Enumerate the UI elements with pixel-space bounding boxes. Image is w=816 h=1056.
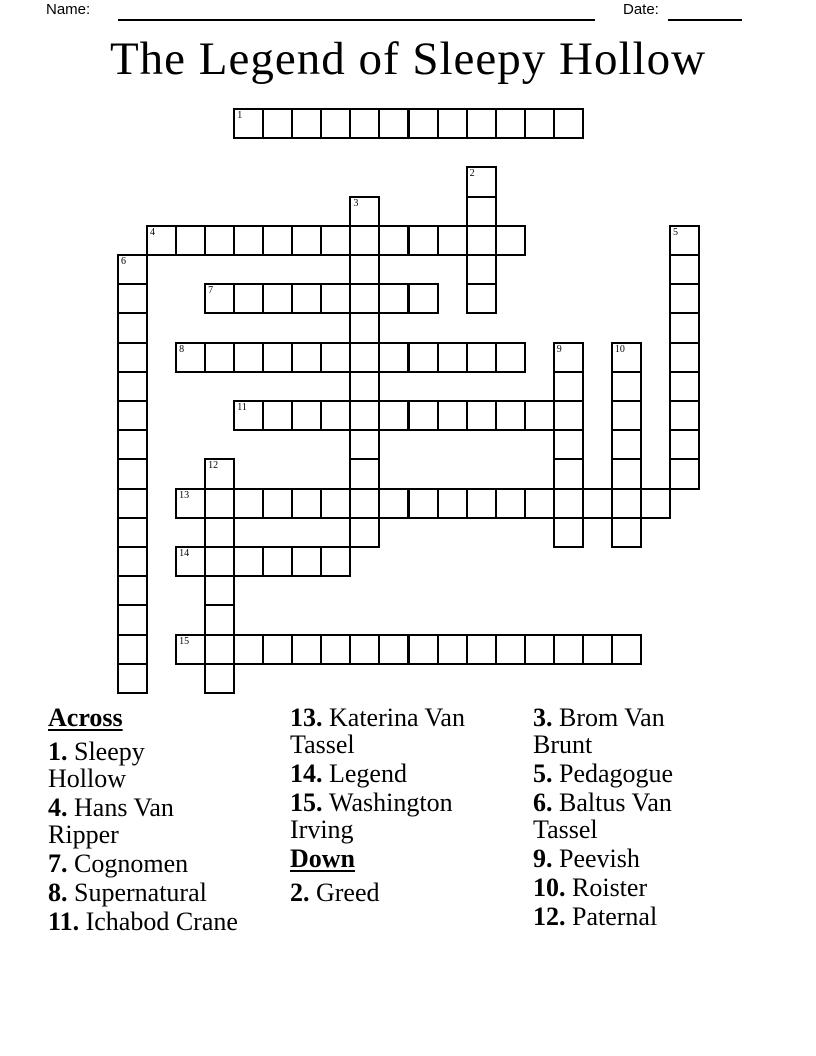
crossword-cell <box>233 400 264 431</box>
crossword-cell <box>320 488 351 519</box>
crossword-cell <box>204 546 235 577</box>
name-blank-line <box>118 19 595 21</box>
cell-number: 12 <box>208 460 219 472</box>
clue-line: 7. Cognomen <box>48 849 189 878</box>
crossword-cell <box>495 400 526 431</box>
clue-line: 8. Supernatural <box>48 878 207 907</box>
crossword-cell <box>320 225 351 256</box>
crossword-cell <box>262 225 293 256</box>
crossword-cell <box>204 604 235 635</box>
clue-line: 3. Brom Van <box>533 703 665 732</box>
crossword-cell <box>640 488 671 519</box>
crossword-cell <box>117 604 148 635</box>
crossword-cell <box>611 634 642 665</box>
crossword-cell <box>262 634 293 665</box>
clue-number: 12. <box>533 902 566 931</box>
crossword-cell <box>466 283 497 314</box>
crossword-cell <box>233 488 264 519</box>
crossword-cell <box>378 225 409 256</box>
clue-line: 5. Pedagogue <box>533 759 674 788</box>
clue-line: 12. Paternal <box>533 902 658 931</box>
clue-number: 3. <box>533 703 553 732</box>
crossword-cell <box>320 283 351 314</box>
crossword-cell <box>408 342 439 373</box>
crossword-cell <box>553 488 584 519</box>
crossword-cell <box>553 371 584 402</box>
crossword-cell <box>117 312 148 343</box>
cell-number: 11 <box>237 402 247 413</box>
crossword-cell <box>291 546 322 577</box>
crossword-cell <box>408 400 439 431</box>
crossword-cell <box>553 108 584 139</box>
clue-item-6 <box>533 789 773 843</box>
crossword-cell <box>466 254 497 285</box>
cell-number: 1 <box>237 110 243 121</box>
crossword-cell <box>349 196 380 227</box>
crossword-cell <box>378 108 409 139</box>
date-blank-line <box>668 19 742 21</box>
crossword-cell <box>117 663 148 694</box>
crossword-cell <box>117 458 148 489</box>
clue-line: Tassel <box>533 815 598 844</box>
crossword-cell <box>320 108 351 139</box>
crossword-cell <box>408 488 439 519</box>
crossword-cell <box>117 283 148 314</box>
crossword-cell <box>466 166 497 197</box>
clue-item-13 <box>290 704 530 758</box>
crossword-cell <box>466 225 497 256</box>
cell-number: 4 <box>150 226 156 238</box>
crossword-cell <box>233 283 264 314</box>
crossword-cell <box>553 400 584 431</box>
crossword-cell <box>320 400 351 431</box>
crossword-cell <box>117 371 148 402</box>
clue-line: 14. Legend <box>290 759 407 788</box>
crossword-cell <box>669 371 700 402</box>
crossword-cell <box>146 225 177 256</box>
crossword-cell <box>262 488 293 519</box>
crossword-cell <box>320 546 351 577</box>
cell-number: 10 <box>614 343 625 355</box>
crossword-cell <box>495 225 526 256</box>
clue-number: 8. <box>48 878 68 907</box>
clue-number: 15. <box>290 788 323 817</box>
crossword-cell <box>611 429 642 460</box>
crossword-cell <box>291 108 322 139</box>
crossword-cell <box>204 225 235 256</box>
crossword-cell <box>233 634 264 665</box>
clue-line: 6. Baltus Van <box>533 788 672 817</box>
clue-item-3 <box>533 704 773 758</box>
clue-line: 11. Ichabod Crane <box>48 907 238 936</box>
crossword-cell <box>611 488 642 519</box>
crossword-cell <box>349 312 380 343</box>
cell-number: 7 <box>208 285 214 297</box>
crossword-cell <box>175 546 206 577</box>
cell-number: 9 <box>556 343 562 355</box>
crossword-cell <box>291 634 322 665</box>
clue-number: 2. <box>290 878 310 907</box>
clue-item-12 <box>533 903 773 930</box>
clue-line: 4. Hans Van <box>48 793 174 822</box>
clue-item-7 <box>48 850 288 877</box>
crossword-cell <box>175 488 206 519</box>
crossword-cell <box>611 517 642 548</box>
crossword-cell <box>553 458 584 489</box>
crossword-cell <box>117 488 148 519</box>
cell-number: 2 <box>469 168 475 180</box>
crossword-cell <box>291 342 322 373</box>
crossword-cell <box>669 342 700 373</box>
crossword-cell <box>204 458 235 489</box>
clue-line: Ripper <box>48 820 119 849</box>
clue-item-5 <box>533 760 773 787</box>
clues-heading-down: Down <box>290 844 356 873</box>
clue-number: 10. <box>533 873 566 902</box>
clue-item-15 <box>290 789 530 843</box>
clue-item-1 <box>48 738 288 792</box>
crossword-cell <box>117 400 148 431</box>
crossword-cell <box>349 225 380 256</box>
crossword-cell <box>349 283 380 314</box>
clue-item-8 <box>48 879 288 906</box>
clue-line: 9. Peevish <box>533 844 640 873</box>
crossword-cell <box>262 546 293 577</box>
crossword-cell <box>175 342 206 373</box>
cell-number: 13 <box>179 489 190 501</box>
crossword-cell <box>466 342 497 373</box>
clue-item-4 <box>48 794 288 848</box>
cell-number: 5 <box>672 226 678 238</box>
crossword-cell <box>117 429 148 460</box>
clues-column-3 <box>533 704 773 932</box>
crossword-cell <box>437 225 468 256</box>
name-label: Name: <box>46 1 91 18</box>
crossword-cell <box>437 634 468 665</box>
clue-item-11 <box>48 908 288 935</box>
crossword-cell <box>466 108 497 139</box>
clue-item-14 <box>290 760 530 787</box>
crossword-cell <box>669 400 700 431</box>
crossword-cell <box>408 108 439 139</box>
crossword-cell <box>175 634 206 665</box>
crossword-cell <box>669 458 700 489</box>
crossword-cell <box>669 429 700 460</box>
crossword-cell <box>437 108 468 139</box>
crossword-cell <box>611 458 642 489</box>
clue-number: 6. <box>533 788 553 817</box>
crossword-cell <box>233 546 264 577</box>
clue-number: 4. <box>48 793 68 822</box>
crossword-cell <box>378 342 409 373</box>
crossword-cell <box>349 634 380 665</box>
crossword-cell <box>553 429 584 460</box>
crossword-cell <box>320 634 351 665</box>
crossword-cell <box>378 283 409 314</box>
crossword-cell <box>349 342 380 373</box>
crossword-cell <box>466 196 497 227</box>
crossword-cell <box>204 342 235 373</box>
crossword-cell <box>553 634 584 665</box>
crossword-cell <box>378 488 409 519</box>
clues-column-1 <box>48 704 288 937</box>
crossword-cell <box>524 488 555 519</box>
crossword-cell <box>669 225 700 256</box>
crossword-cell <box>524 400 555 431</box>
crossword-cell <box>291 400 322 431</box>
page-title: The Legend of Sleepy Hollow <box>109 33 707 85</box>
crossword-cell <box>349 517 380 548</box>
crossword-cell <box>291 225 322 256</box>
clue-number: 1. <box>48 737 68 766</box>
crossword-cell <box>204 488 235 519</box>
crossword-cell <box>669 312 700 343</box>
clue-item-10 <box>533 874 773 901</box>
crossword-cell <box>349 400 380 431</box>
crossword-cell <box>262 283 293 314</box>
crossword-cell <box>582 488 613 519</box>
crossword-cell <box>262 342 293 373</box>
cell-number: 15 <box>179 635 190 647</box>
crossword-cell <box>204 517 235 548</box>
clue-number: 14. <box>290 759 323 788</box>
crossword-cell <box>408 634 439 665</box>
crossword-cell <box>437 400 468 431</box>
crossword-cell <box>349 429 380 460</box>
crossword-cell <box>175 225 206 256</box>
clue-number: 9. <box>533 844 553 873</box>
crossword-cell <box>117 634 148 665</box>
crossword-cell <box>495 488 526 519</box>
crossword-cell <box>233 108 264 139</box>
crossword-cell <box>466 488 497 519</box>
crossword-cell <box>669 283 700 314</box>
clue-line: Irving <box>290 815 354 844</box>
clue-line: Tassel <box>290 730 355 759</box>
crossword-cell <box>117 575 148 606</box>
crossword-cell <box>262 108 293 139</box>
crossword-cell <box>495 634 526 665</box>
crossword-cell <box>204 634 235 665</box>
crossword-cell <box>408 225 439 256</box>
crossword-cell <box>553 342 584 373</box>
crossword-cell <box>204 575 235 606</box>
clue-number: 11. <box>48 907 80 936</box>
crossword-cell <box>378 634 409 665</box>
crossword-cell <box>466 634 497 665</box>
clue-line: 1. Sleepy <box>48 737 145 766</box>
clue-number: 13. <box>290 703 323 732</box>
crossword-cell <box>524 108 555 139</box>
crossword-cell <box>437 488 468 519</box>
cell-number: 6 <box>121 256 126 267</box>
crossword-cell <box>233 225 264 256</box>
crossword-cell <box>262 400 293 431</box>
crossword-cell <box>204 283 235 314</box>
crossword-cell <box>349 108 380 139</box>
crossword-cell <box>320 342 351 373</box>
clue-line: 10. Roister <box>533 873 648 902</box>
crossword-cell <box>349 254 380 285</box>
crossword-cell <box>349 488 380 519</box>
crossword-cell <box>524 634 555 665</box>
crossword-cell <box>408 283 439 314</box>
cell-number: 8 <box>179 343 185 355</box>
date-label: Date: <box>623 1 659 18</box>
crossword-cell <box>233 342 264 373</box>
crossword-cell <box>117 517 148 548</box>
crossword-cell <box>117 546 148 577</box>
crossword-cell <box>349 371 380 402</box>
clue-item-9 <box>533 845 773 872</box>
crossword-cell <box>611 371 642 402</box>
crossword-cell <box>437 342 468 373</box>
crossword-cell <box>611 400 642 431</box>
crossword-cell <box>117 254 148 285</box>
crossword-cell <box>291 283 322 314</box>
crossword-cell <box>495 108 526 139</box>
clues-column-2 <box>290 704 530 908</box>
crossword-cell <box>291 488 322 519</box>
crossword-cell <box>378 400 409 431</box>
crossword-cell <box>495 342 526 373</box>
clue-line: 2. Greed <box>290 878 380 907</box>
crossword-cell <box>553 517 584 548</box>
crossword-cell <box>669 254 700 285</box>
crossword-grid <box>117 108 699 693</box>
crossword-cell <box>204 663 235 694</box>
clue-line: 13. Katerina Van <box>290 703 465 732</box>
clue-item-2 <box>290 879 530 906</box>
clue-number: 7. <box>48 849 68 878</box>
cell-number: 3 <box>353 197 359 209</box>
clues-heading-across: Across <box>48 703 123 732</box>
clue-number: 5. <box>533 759 553 788</box>
cell-number: 14 <box>179 548 190 559</box>
clue-line: 15. Washington <box>290 788 453 817</box>
crossword-cell <box>117 342 148 373</box>
crossword-cell <box>466 400 497 431</box>
clue-line: Hollow <box>48 764 126 793</box>
crossword-cell <box>611 342 642 373</box>
crossword-cell <box>582 634 613 665</box>
clue-line: Brunt <box>533 730 593 759</box>
crossword-cell <box>349 458 380 489</box>
